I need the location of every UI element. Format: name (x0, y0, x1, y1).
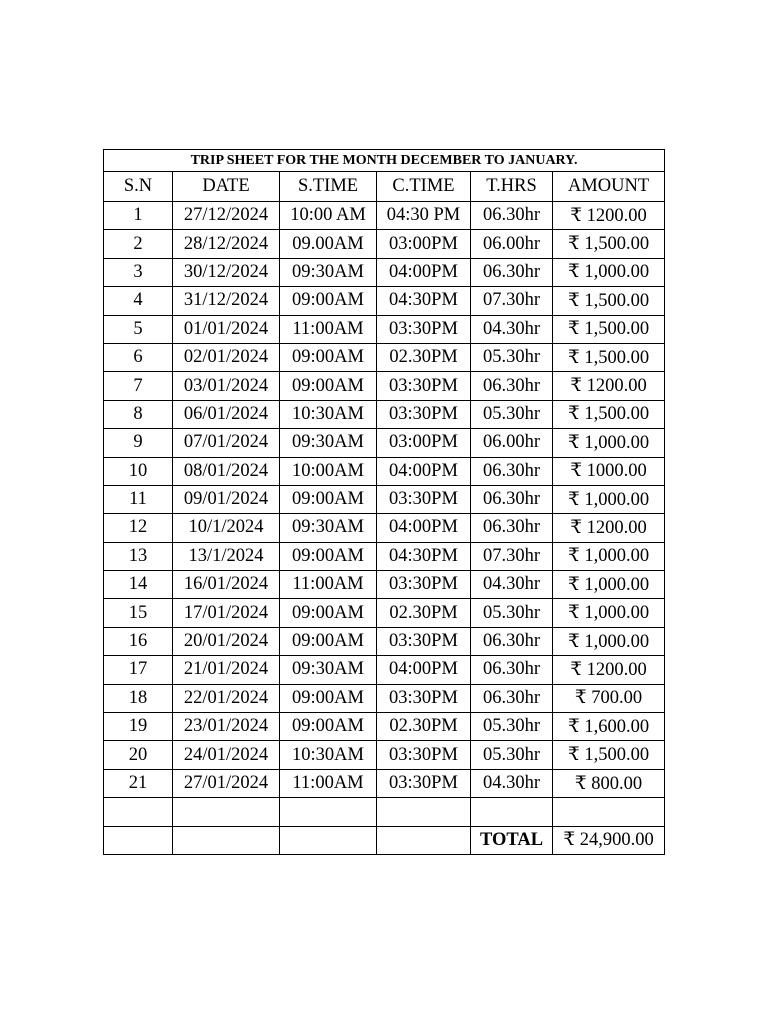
cell-date: 16/01/2024 (173, 571, 280, 599)
cell-amount: ₹ 1,500.00 (553, 230, 665, 258)
cell-total-hours: 06.30hr (471, 684, 553, 712)
cell-sn: 15 (104, 599, 173, 627)
cell-start-time: 09:00AM (280, 343, 377, 371)
cell-start-time: 09:30AM (280, 656, 377, 684)
blank-cell (280, 826, 377, 854)
cell-sn: 9 (104, 429, 173, 457)
table-row (104, 741, 665, 769)
cell-total-hours: 06.30hr (471, 627, 553, 655)
cell-total-hours: 06.30hr (471, 485, 553, 513)
cell-total-hours: 06.00hr (471, 429, 553, 457)
cell-close-time: 03:30PM (377, 769, 471, 797)
cell-close-time: 03:30PM (377, 571, 471, 599)
cell-date: 06/01/2024 (173, 400, 280, 428)
total-amount: ₹ 24,900.00 (553, 826, 665, 854)
cell-amount: ₹ 1,000.00 (553, 429, 665, 457)
cell-amount: ₹ 1200.00 (553, 202, 665, 230)
cell-amount: ₹ 1,000.00 (553, 571, 665, 599)
cell-amount: ₹ 800.00 (553, 769, 665, 797)
table-row (104, 202, 665, 230)
table-row (104, 542, 665, 570)
cell-sn: 12 (104, 514, 173, 542)
cell-sn: 1 (104, 202, 173, 230)
total-row (104, 826, 665, 854)
blank-cell (173, 798, 280, 826)
cell-start-time: 09:00AM (280, 287, 377, 315)
cell-sn: 8 (104, 400, 173, 428)
cell-sn: 6 (104, 343, 173, 371)
cell-start-time: 09.00AM (280, 230, 377, 258)
cell-date: 27/12/2024 (173, 202, 280, 230)
cell-close-time: 03:30PM (377, 315, 471, 343)
cell-total-hours: 06.30hr (471, 372, 553, 400)
cell-date: 02/01/2024 (173, 343, 280, 371)
cell-close-time: 03:00PM (377, 230, 471, 258)
cell-close-time: 04:30 PM (377, 202, 471, 230)
table-row (104, 684, 665, 712)
cell-amount: ₹ 1,000.00 (553, 485, 665, 513)
blank-cell (280, 798, 377, 826)
cell-amount: ₹ 1,500.00 (553, 287, 665, 315)
cell-sn: 5 (104, 315, 173, 343)
blank-cell (553, 798, 665, 826)
cell-start-time: 09:00AM (280, 599, 377, 627)
cell-amount: ₹ 1,500.00 (553, 315, 665, 343)
cell-sn: 14 (104, 571, 173, 599)
cell-close-time: 03:30PM (377, 741, 471, 769)
column-header-start-time: S.TIME (280, 172, 377, 202)
trip-sheet-table (103, 149, 665, 855)
cell-close-time: 04:00PM (377, 656, 471, 684)
cell-date: 21/01/2024 (173, 656, 280, 684)
cell-date: 09/01/2024 (173, 485, 280, 513)
cell-amount: ₹ 1,500.00 (553, 741, 665, 769)
cell-date: 24/01/2024 (173, 741, 280, 769)
cell-total-hours: 05.30hr (471, 599, 553, 627)
column-header-total-hours: T.HRS (471, 172, 553, 202)
blank-cell (471, 798, 553, 826)
cell-close-time: 03:30PM (377, 372, 471, 400)
cell-date: 07/01/2024 (173, 429, 280, 457)
cell-sn: 13 (104, 542, 173, 570)
cell-amount: ₹ 1,000.00 (553, 258, 665, 286)
table-row (104, 769, 665, 797)
table-row (104, 287, 665, 315)
cell-total-hours: 06.30hr (471, 258, 553, 286)
column-header-sn: S.N (104, 172, 173, 202)
cell-close-time: 02.30PM (377, 343, 471, 371)
cell-total-hours: 06.30hr (471, 514, 553, 542)
cell-close-time: 02.30PM (377, 599, 471, 627)
cell-amount: ₹ 1200.00 (553, 372, 665, 400)
cell-start-time: 09:00AM (280, 542, 377, 570)
cell-total-hours: 05.30hr (471, 741, 553, 769)
cell-total-hours: 04.30hr (471, 315, 553, 343)
table-row (104, 599, 665, 627)
cell-total-hours: 06.30hr (471, 457, 553, 485)
title-row (104, 150, 665, 172)
cell-start-time: 09:30AM (280, 514, 377, 542)
cell-start-time: 09:00AM (280, 684, 377, 712)
header-row (104, 172, 665, 202)
cell-total-hours: 05.30hr (471, 400, 553, 428)
cell-close-time: 04:00PM (377, 258, 471, 286)
total-label: TOTAL (471, 826, 553, 854)
column-header-amount: AMOUNT (553, 172, 665, 202)
cell-total-hours: 06.30hr (471, 202, 553, 230)
cell-close-time: 02.30PM (377, 713, 471, 741)
blank-cell (173, 826, 280, 854)
cell-total-hours: 05.30hr (471, 343, 553, 371)
table-row (104, 485, 665, 513)
cell-sn: 17 (104, 656, 173, 684)
cell-amount: ₹ 1200.00 (553, 656, 665, 684)
cell-close-time: 03:30PM (377, 627, 471, 655)
cell-close-time: 03:30PM (377, 684, 471, 712)
cell-start-time: 09:00AM (280, 485, 377, 513)
blank-cell (104, 826, 173, 854)
table-row (104, 713, 665, 741)
cell-start-time: 11:00AM (280, 315, 377, 343)
table-row (104, 571, 665, 599)
column-header-close-time: C.TIME (377, 172, 471, 202)
cell-date: 30/12/2024 (173, 258, 280, 286)
cell-total-hours: 06.30hr (471, 656, 553, 684)
cell-close-time: 04:30PM (377, 287, 471, 315)
cell-date: 23/01/2024 (173, 713, 280, 741)
cell-date: 27/01/2024 (173, 769, 280, 797)
cell-start-time: 09:00AM (280, 372, 377, 400)
blank-cell (377, 798, 471, 826)
table-row (104, 400, 665, 428)
cell-date: 01/01/2024 (173, 315, 280, 343)
cell-close-time: 04:00PM (377, 514, 471, 542)
column-header-date: DATE (173, 172, 280, 202)
cell-start-time: 10:00AM (280, 457, 377, 485)
cell-sn: 19 (104, 713, 173, 741)
cell-date: 03/01/2024 (173, 372, 280, 400)
table-row (104, 457, 665, 485)
cell-sn: 18 (104, 684, 173, 712)
cell-sn: 3 (104, 258, 173, 286)
table-row (104, 258, 665, 286)
cell-sn: 2 (104, 230, 173, 258)
cell-date: 13/1/2024 (173, 542, 280, 570)
cell-close-time: 04:30PM (377, 542, 471, 570)
cell-sn: 11 (104, 485, 173, 513)
cell-start-time: 09:00AM (280, 627, 377, 655)
table-row (104, 343, 665, 371)
cell-amount: ₹ 1,000.00 (553, 599, 665, 627)
cell-sn: 20 (104, 741, 173, 769)
table-row (104, 514, 665, 542)
table-row (104, 627, 665, 655)
cell-date: 31/12/2024 (173, 287, 280, 315)
cell-amount: ₹ 700.00 (553, 684, 665, 712)
cell-sn: 16 (104, 627, 173, 655)
cell-date: 17/01/2024 (173, 599, 280, 627)
cell-amount: ₹ 1,000.00 (553, 627, 665, 655)
blank-cell (104, 798, 173, 826)
cell-start-time: 11:00AM (280, 769, 377, 797)
cell-start-time: 09:30AM (280, 429, 377, 457)
cell-amount: ₹ 1,500.00 (553, 343, 665, 371)
cell-close-time: 03:00PM (377, 429, 471, 457)
cell-amount: ₹ 1,500.00 (553, 400, 665, 428)
cell-start-time: 10:30AM (280, 741, 377, 769)
cell-start-time: 09:00AM (280, 713, 377, 741)
table-row (104, 372, 665, 400)
cell-date: 10/1/2024 (173, 514, 280, 542)
cell-total-hours: 07.30hr (471, 287, 553, 315)
cell-total-hours: 06.00hr (471, 230, 553, 258)
cell-start-time: 10:00 AM (280, 202, 377, 230)
table-row (104, 315, 665, 343)
table-row (104, 230, 665, 258)
blank-row (104, 798, 665, 826)
cell-total-hours: 07.30hr (471, 542, 553, 570)
cell-sn: 7 (104, 372, 173, 400)
table-row (104, 429, 665, 457)
cell-close-time: 03:30PM (377, 485, 471, 513)
cell-total-hours: 05.30hr (471, 713, 553, 741)
cell-start-time: 10:30AM (280, 400, 377, 428)
cell-total-hours: 04.30hr (471, 571, 553, 599)
blank-cell (377, 826, 471, 854)
cell-start-time: 09:30AM (280, 258, 377, 286)
cell-sn: 21 (104, 769, 173, 797)
cell-date: 20/01/2024 (173, 627, 280, 655)
cell-amount: ₹ 1,000.00 (553, 542, 665, 570)
table-row (104, 656, 665, 684)
cell-sn: 10 (104, 457, 173, 485)
cell-start-time: 11:00AM (280, 571, 377, 599)
cell-amount: ₹ 1,600.00 (553, 713, 665, 741)
cell-date: 22/01/2024 (173, 684, 280, 712)
cell-amount: ₹ 1000.00 (553, 457, 665, 485)
cell-sn: 4 (104, 287, 173, 315)
cell-date: 08/01/2024 (173, 457, 280, 485)
sheet-title: TRIP SHEET FOR THE MONTH DECEMBER TO JANUARY. (104, 150, 665, 172)
cell-close-time: 04:00PM (377, 457, 471, 485)
cell-amount: ₹ 1200.00 (553, 514, 665, 542)
cell-date: 28/12/2024 (173, 230, 280, 258)
cell-close-time: 03:30PM (377, 400, 471, 428)
cell-total-hours: 04.30hr (471, 769, 553, 797)
